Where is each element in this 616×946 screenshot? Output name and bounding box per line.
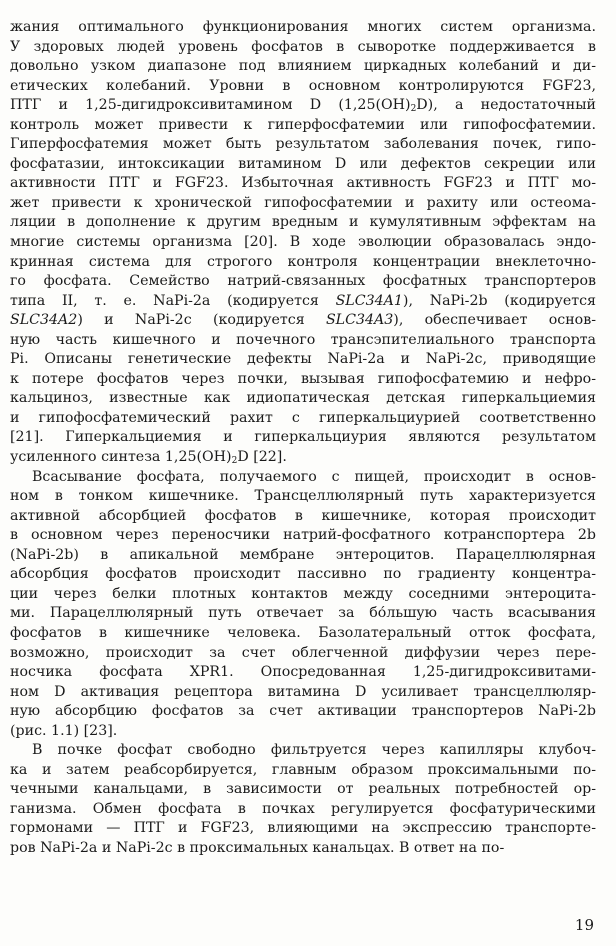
text-line: етических колебаний. Уровни в основном контролируются FGF23, (10, 77, 596, 94)
text-line: ции через белки плотных контактов между соседними энтероцита- (10, 585, 596, 602)
text-line: (рис. 1.1) [23]. (10, 722, 118, 739)
text-line: Всасывание фосфата, получаемого с пищей, происходит в основ- (32, 468, 596, 485)
text-line: ПТГ и 1,25-дигидроксивитамином D $(1,25(OH)_2D)$, а недостаточный (10, 97, 596, 115)
paragraph (10, 741, 596, 858)
paragraph (10, 18, 596, 468)
text-line: (NaPi-2b) в апикальной мембране энтероцитов. Парацеллюлярная (10, 546, 596, 563)
text-line: многие системы организма [20]. В ходе эволюции образовалась эндо- (10, 234, 596, 251)
text-line: абсорбция фосфатов происходит пассивно по градиенту концентра- (10, 566, 596, 583)
text-line: к потере фосфатов через почки, вызывая гипофосфатемию и нефро- (10, 370, 596, 387)
text-line: в основном через переносчики натрий-фосфатного котранспортера 2b (10, 527, 596, 544)
text-line: Гиперфосфатемия может быть результатом заболевания почек, гипо- (10, 136, 596, 153)
text-line: и гипофосфатемический рахит с гиперкальциурией соответственно (10, 409, 596, 426)
text-line: носчика фосфата XPR1. Опосредованная 1,25-дигидроксивитами- (10, 664, 596, 681)
text-line: [21]. Гиперкальциемия и гиперкальциурия являются результатом (10, 429, 596, 446)
paragraph (10, 468, 596, 742)
text-line: В почке фосфат свободно фильтруется через капилляры клубоч- (32, 742, 596, 759)
text-line: жет привести к хронической гипофосфатемии и рахиту или остеома- (10, 194, 596, 211)
text-line: активности ПТГ и FGF23. Избыточная активность FGF23 и ПТГ мо- (10, 175, 596, 192)
text-line: кринная система для строгого контроля концентрации внеклеточно- (10, 253, 596, 270)
text-line: кальциноз, известные как идиопатическая детская гиперкальциемия (10, 390, 596, 407)
text-line: чечными канальцами, в зависимости от реальных потребностей ор- (10, 781, 596, 798)
text-line: жания оптимального функционирования многих систем организма. (10, 19, 596, 35)
text-line: ров NaPi-2a и NaPi-2c в проксимальных канальцах. В ответ на по- (10, 839, 505, 856)
text-line: усиленного синтеза $1,25(OH)_2D$ [22]. (10, 449, 287, 467)
text-line: ном D активация рецептора витамина D усиливает трансцеллюляр- (10, 683, 596, 700)
text-line: ную часть кишечного и почечного трансэпителиального транспорта (10, 331, 596, 348)
text-line: ляции в дополнение к другим вредным и кумулятивным эффектам на (10, 214, 596, 231)
text-line: фосфатазии, интоксикации витамином D или дефектов секреции или (10, 155, 596, 172)
page-number: 19 (574, 916, 594, 934)
text-line: SLC34A2) и NaPi-2c (кодируется SLC34A3), обеспечивает основ- (10, 312, 596, 329)
text-line: активной абсорбцией фосфатов в кишечнике, которая происходит (10, 507, 596, 524)
body-text (10, 18, 596, 859)
text-line: ную абсорбцию фосфатов за счет активации транспортеров NaPi-2b (10, 703, 596, 720)
text-line: Pi. Описаны генетические дефекты NaPi-2a и NaPi-2c, приводящие (10, 351, 596, 368)
text-line: фосфатов в кишечнике человека. Базолатеральный отток фосфата, (10, 624, 596, 641)
text-line: го фосфата. Семейство натрий-связанных фосфатных транспортеров (10, 273, 596, 290)
text-line: возможно, происходит за счет облегченной диффузии через пере- (10, 644, 596, 661)
text-line: ном в тонком кишечнике. Трансцеллюлярный путь характеризуется (10, 488, 596, 505)
text-line: ка и затем реабсорбируется, главным образом проксимальными по- (10, 761, 596, 778)
text-line: гормонами — ПТГ и FGF23, влияющими на экспрессию транспорте- (10, 820, 596, 837)
text-line: ганизма. Обмен фосфата в почках регулируется фосфатурическими (10, 800, 596, 817)
text-line: У здоровых людей уровень фосфатов в сыворотке поддерживается в (10, 38, 596, 55)
text-line: контроль может привести к гиперфосфатемии или гипофосфатемии. (10, 116, 596, 133)
text-line: ми. Парацеллюлярный путь отвечает за бо́льшую часть всасывания (10, 605, 596, 622)
text-line: типа II, т. е. NaPi-2a (кодируется SLC34A1), NaPi-2b (кодируется (10, 292, 596, 309)
text-line: довольно узком диапазоне под влиянием циркадных колебаний и ди- (10, 58, 596, 75)
